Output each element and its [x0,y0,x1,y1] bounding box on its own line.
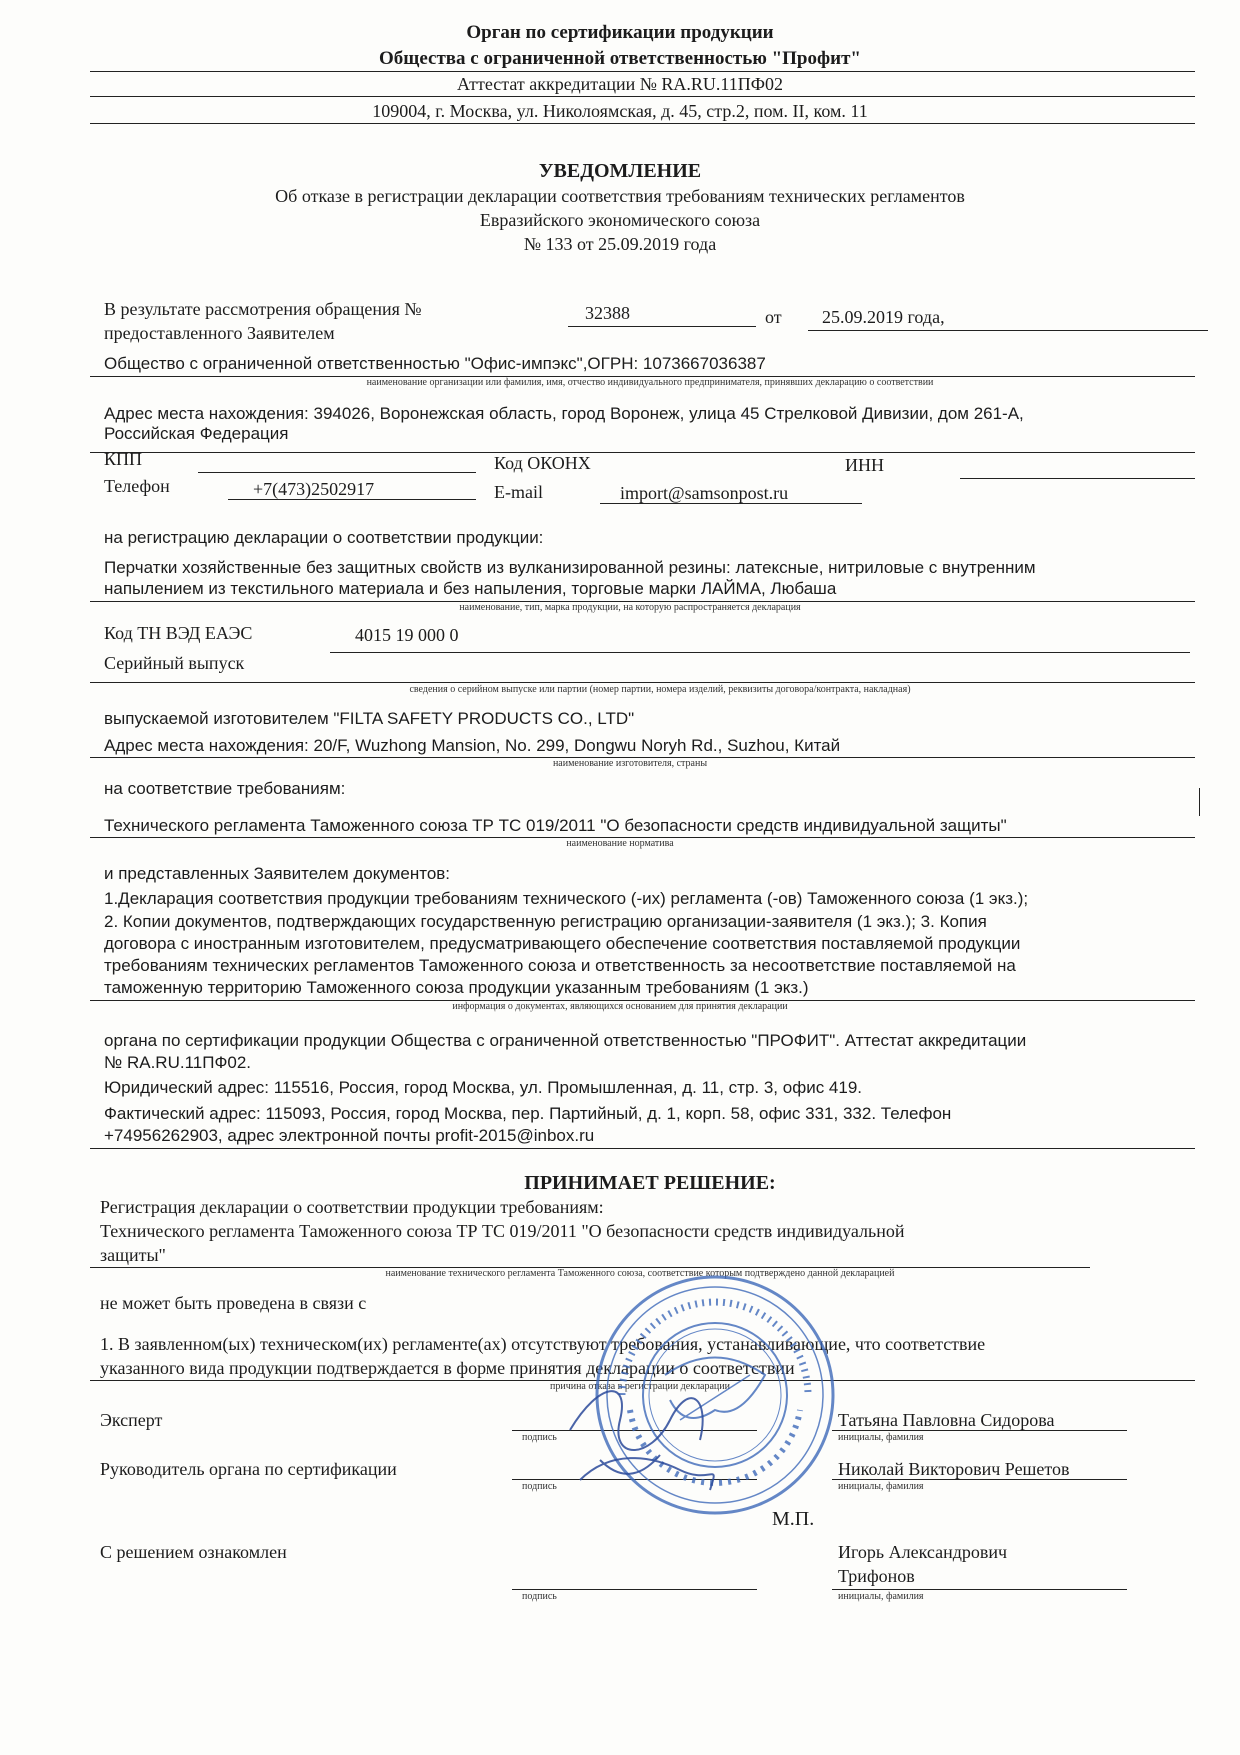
acquainted-name-2: Трифонов [838,1566,915,1586]
docs-line-1: 1.Декларация соответствия продукции требованиям технического (-их) регламента (-ов) Таможенного союза (1 экз.); [104,889,1029,908]
caption: сведения о серийном выпуске или партии (номер партии, номера изделий, реквизиты договора/контракта, накладная) [409,684,911,695]
accreditation: Аттестат аккредитации № RA.RU.11ПФ02 [457,74,783,94]
signature-scribble [560,1360,730,1510]
decision-line-3: защиты" [100,1245,166,1265]
acquainted-name-1: Игорь Александрович [838,1542,1008,1562]
request-label: В результате рассмотрения обращения № [104,299,422,319]
decision-line-1: Регистрация декларации о соответствии продукции требованиям: [100,1197,604,1217]
phone-value: +7(473)2502917 [253,479,375,499]
tnved-label: Код ТН ВЭД ЕАЭС [104,623,253,643]
org-title: Орган по сертификации продукции [466,22,774,43]
request-date: 25.09.2019 года, [822,307,945,327]
applicant-label: предоставленного Заявителем [104,323,335,343]
rule [960,478,1195,479]
caption: причина отказа в регистрации декларации [550,1381,730,1392]
head-label: Руководитель органа по сертификации [100,1459,397,1479]
caption: инициалы, фамилия [838,1432,924,1443]
decision-cannot: не может быть проведена в связи с [100,1293,367,1313]
caption: инициалы, фамилия [838,1481,924,1492]
inn-label: ИНН [845,455,884,475]
manufacturer-address: Адрес места нахождения: 20/F, Wuzhong Mansion, No. 299, Dongwu Noryh Rd., Suzhou, Китай [104,736,841,755]
head-name: Николай Викторович Решетов [838,1459,1070,1479]
product-intro: на регистрацию декларации о соответствии продукции: [104,528,544,547]
email-label: E-mail [494,482,543,502]
request-from: от [765,307,782,327]
docs-line-2: 2. Копии документов, подтверждающих государственную регистрацию организации-заявителя (1 экз.); 3. Копия [104,912,987,931]
expert-name: Татьяна Павловна Сидорова [838,1410,1055,1430]
caption: подпись [522,1591,557,1602]
rule [90,71,1195,72]
org-name: Общества с ограниченной ответственностью "Профит" [379,48,861,69]
applicant-address-2: Российская Федерация [104,424,289,443]
docs-line-5: таможенную территорию Таможенного союза продукции указанным требованиям (1 экз.) [104,978,809,997]
rule [832,1430,1127,1431]
docs-line-4: требованиям технических регламентов Таможенного союза и ответственность за несоответствие поставляемой на [104,956,1016,975]
notice-title: УВЕДОМЛЕНИЕ [538,160,702,182]
caption: подпись [522,1432,557,1443]
product-line-1: Перчатки хозяйственные без защитных свойств из вулканизированной резины: латексные, нитриловые с внутренним [104,558,1036,577]
notice-subtitle-2: Евразийского экономического союза [479,210,761,230]
body-line-1: органа по сертификации продукции Общества с ограниченной ответственностью "ПРОФИТ". Аттестат аккредитации [104,1031,1027,1050]
rule [512,1589,757,1590]
caption: наименование, тип, марка продукции, на которую распространяется декларация [459,602,801,613]
request-number: 32388 [585,303,630,323]
caption: подпись [522,1481,557,1492]
rule [198,472,476,473]
decision-line-2: Технического регламента Таможенного союза ТР ТС 019/2011 "О безопасности средств индивидуальной [100,1221,905,1241]
reason-line-1: 1. В заявленном(ых) техническом(их) регламенте(ах) отсутствуют требования, устанавливающие, что соответствие [100,1334,986,1354]
phone-label: Телефон [104,476,170,496]
kpp-label: КПП [104,449,143,469]
body-line-5: +74956262903, адрес электронной почты profit-2015@inbox.ru [104,1126,595,1145]
applicant-address-1: Адрес места нахождения: 394026, Воронежская область, город Воронеж, улица 45 Стрелковой Дивизии, дом 261-А, [104,404,1024,423]
rule [832,1479,1127,1480]
mp-mark: М.П. [772,1508,815,1530]
serial-label: Серийный выпуск [104,653,245,673]
rule [90,452,1195,453]
caption: инициалы, фамилия [838,1591,924,1602]
applicant-name: Общество с ограниченной ответственностью "Офис-импэкс",ОГРН: 1073667036387 [104,354,766,373]
email-value: import@samsonpost.ru [620,483,789,503]
product-line-2: напылением из текстильного материала и без напыления, торговые марки ЛАЙМА, Любаша [104,579,837,598]
caption: наименование технического регламента Таможенного союза, соответствие которым подтверждено данной декларацией [385,1268,895,1279]
docs-intro: и представленных Заявителем документов: [104,864,451,883]
body-line-3: Юридический адрес: 115516, Россия, город Москва, ул. Промышленная, д. 11, стр. 3, офис 419. [104,1078,863,1097]
requirements-text: Технического регламента Таможенного союза ТР ТС 019/2011 "О безопасности средств индивидуальной защиты" [104,816,1007,835]
decision-title: ПРИНИМАЕТ РЕШЕНИЕ: [524,1172,776,1194]
docs-line-3: договора с иностранным изготовителем, предусматривающего обеспечение соответствия поставляемой продукции [104,934,1021,953]
rule [90,682,1195,683]
reason-line-2: указанного вида продукции подтверждается в форме принятия декларации о соответствии [100,1358,795,1378]
rule [330,652,1190,653]
rule [600,503,862,504]
caption: информация о документах, являющихся основанием для принятия декларации [452,1001,788,1012]
rule [568,326,756,327]
org-address: 109004, г. Москва, ул. Николоямская, д. 45, стр.2, пом. II, ком. 11 [372,101,868,121]
okonh-label: Код ОКОНХ [494,453,591,473]
rule [90,1148,1195,1149]
notice-number: № 133 от 25.09.2019 года [523,234,717,254]
rule [228,499,476,500]
expert-label: Эксперт [100,1410,163,1430]
rule [90,96,1195,97]
rule [90,123,1195,124]
rule [832,1589,1127,1590]
tnved-code: 4015 19 000 0 [355,625,459,645]
caption: наименование организации или фамилия, имя, отчество индивидуального предпринимателя, принявших декларацию о соответствии [366,377,934,388]
notice-subtitle-1: Об отказе в регистрации декларации соответствия требованиям технических регламентов [275,186,965,206]
requirements-intro: на соответствие требованиям: [104,779,346,798]
margin-mark [1199,788,1200,816]
body-line-2: № RA.RU.11ПФ02. [104,1053,251,1072]
rule [808,330,1208,331]
acquainted-label: С решением ознакомлен [100,1542,287,1562]
caption: наименование норматива [566,838,674,849]
manufacturer: выпускаемой изготовителем "FILTA SAFETY PRODUCTS CO., LTD" [104,709,635,728]
body-line-4: Фактический адрес: 115093, Россия, город Москва, пер. Партийный, д. 1, корп. 58, офис 331, 332. Телефон [104,1104,952,1123]
caption: наименование изготовителя, страны [552,758,708,769]
